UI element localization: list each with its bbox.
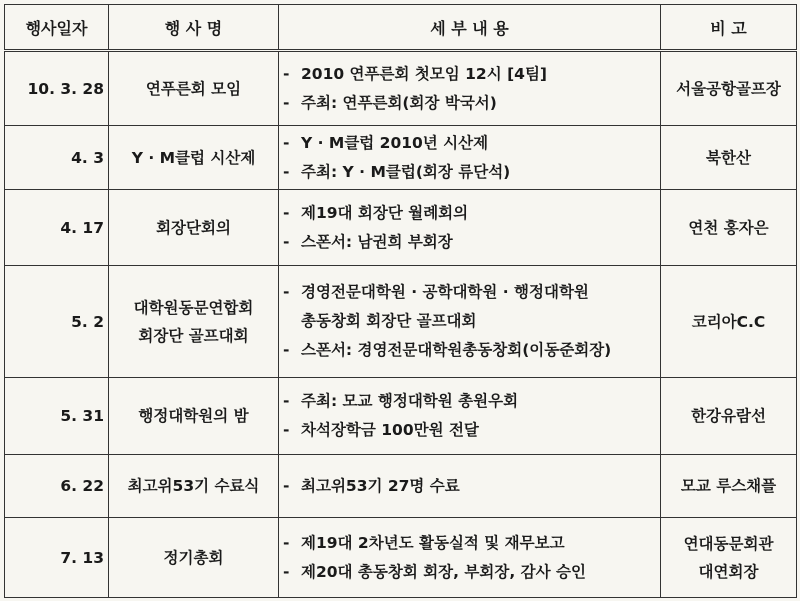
detail-text: 스폰서: 경영전문대학원총동창회(이동준회장) xyxy=(301,341,612,359)
header-event-name: 행 사 명 xyxy=(109,5,279,51)
detail-line xyxy=(283,158,656,187)
table-header xyxy=(5,5,797,51)
detail-text: 2010 연푸른회 첫모임 12시 [4팀] xyxy=(301,64,548,83)
remarks-line: 한강유람선 xyxy=(691,407,766,425)
event-remarks xyxy=(661,518,797,598)
bullet-dash: - xyxy=(283,341,290,359)
event-name-line: Y · M클럽 시산제 xyxy=(131,148,256,167)
remarks-line: 연대동문회관 xyxy=(683,534,774,553)
event-remarks xyxy=(661,126,797,190)
remarks-line: 북한산 xyxy=(706,148,751,167)
event-date: 5. 2 xyxy=(5,266,109,378)
event-remarks xyxy=(661,378,797,455)
event-name-line: 회장단 골프대회 xyxy=(138,326,249,345)
event-name xyxy=(109,455,279,518)
bullet-dash: - xyxy=(283,476,290,495)
bullet-dash: - xyxy=(283,93,290,112)
bullet-dash: - xyxy=(283,283,290,301)
detail-line xyxy=(283,387,656,416)
detail-line xyxy=(283,129,656,158)
event-name-line: 정기총회 xyxy=(163,548,224,567)
detail-text: 제19대 2차년도 활동실적 및 재무보고 xyxy=(301,533,565,552)
event-details xyxy=(279,455,661,518)
detail-text: 제20대 총동창회 회장, 부회장, 감사 승인 xyxy=(301,562,586,581)
detail-line xyxy=(283,529,656,558)
detail-text: Y · M클럽 2010년 시산제 xyxy=(301,133,489,152)
detail-text: 경영전문대학원 · 공학대학원 · 행정대학원 xyxy=(301,283,589,301)
bullet-dash: - xyxy=(283,562,290,581)
event-name-line: 연푸른회 모임 xyxy=(145,79,242,98)
detail-text: 총동창회 회장단 골프대회 xyxy=(301,312,477,330)
event-name xyxy=(109,518,279,598)
detail-line xyxy=(283,278,656,307)
event-details xyxy=(279,378,661,455)
header-row xyxy=(5,5,797,51)
table-row xyxy=(5,51,797,126)
event-details xyxy=(279,266,661,378)
detail-text: 최고위53기 27명 수료 xyxy=(301,476,460,495)
event-name xyxy=(109,126,279,190)
remarks-line: 연천 홍자은 xyxy=(688,218,769,237)
detail-text: 차석장학금 100만원 전달 xyxy=(301,421,479,439)
event-details xyxy=(279,126,661,190)
event-details xyxy=(279,190,661,266)
event-name-line: 최고위53기 수료식 xyxy=(127,477,260,495)
table-row xyxy=(5,266,797,378)
bullet-dash: - xyxy=(283,203,290,222)
event-date: 4. 3 xyxy=(5,126,109,190)
bullet-dash: - xyxy=(283,421,290,439)
table-row xyxy=(5,518,797,598)
detail-line xyxy=(283,199,656,228)
detail-text: 제19대 회장단 월례회의 xyxy=(301,203,469,222)
header-date: 행사일자 xyxy=(5,5,109,51)
header-details: 세 부 내 용 xyxy=(279,5,661,51)
detail-line xyxy=(283,89,656,118)
header-remarks: 비 고 xyxy=(661,5,797,51)
bullet-dash: - xyxy=(283,232,290,251)
event-name xyxy=(109,378,279,455)
bullet-dash: - xyxy=(283,162,290,181)
event-date: 7. 13 xyxy=(5,518,109,598)
event-name xyxy=(109,266,279,378)
event-date: 4. 17 xyxy=(5,190,109,266)
event-date: 5. 31 xyxy=(5,378,109,455)
bullet-dash: - xyxy=(283,133,290,152)
table-row xyxy=(5,190,797,266)
remarks-line: 코리아C.C xyxy=(691,312,766,331)
bullet-dash: - xyxy=(283,64,290,83)
event-name xyxy=(109,51,279,126)
detail-line xyxy=(283,228,656,257)
event-name-line: 행정대학원의 밤 xyxy=(138,407,249,425)
remarks-line: 서울공항골프장 xyxy=(676,79,781,98)
bullet-dash: - xyxy=(283,392,290,410)
detail-line xyxy=(283,558,656,587)
remarks-line: 대연회장 xyxy=(698,562,759,581)
events-table xyxy=(4,4,797,598)
table-row xyxy=(5,126,797,190)
detail-line xyxy=(283,307,656,336)
detail-line xyxy=(283,336,656,365)
event-remarks xyxy=(661,51,797,126)
event-remarks xyxy=(661,455,797,518)
detail-line xyxy=(283,416,656,445)
bullet-dash: - xyxy=(283,533,290,552)
event-details xyxy=(279,51,661,126)
event-name xyxy=(109,190,279,266)
event-name-line: 회장단회의 xyxy=(156,218,231,237)
remarks-line: 모교 루스채플 xyxy=(680,477,777,495)
detail-line xyxy=(283,60,656,89)
detail-text: 주최: 모교 행정대학원 총원우회 xyxy=(301,392,519,410)
event-date: 10. 3. 28 xyxy=(5,51,109,126)
event-remarks xyxy=(661,266,797,378)
table-body xyxy=(5,51,797,598)
event-details xyxy=(279,518,661,598)
detail-text: 주최: 연푸른회(회장 박국서) xyxy=(301,93,497,112)
event-name-line: 대학원동문연합회 xyxy=(133,298,254,317)
detail-line xyxy=(283,472,656,501)
event-date: 6. 22 xyxy=(5,455,109,518)
table-row xyxy=(5,455,797,518)
table-row xyxy=(5,378,797,455)
detail-text: 스폰서: 남권희 부회장 xyxy=(301,232,453,251)
detail-text: 주최: Y · M클럽(회장 류단석) xyxy=(301,162,511,181)
event-remarks xyxy=(661,190,797,266)
